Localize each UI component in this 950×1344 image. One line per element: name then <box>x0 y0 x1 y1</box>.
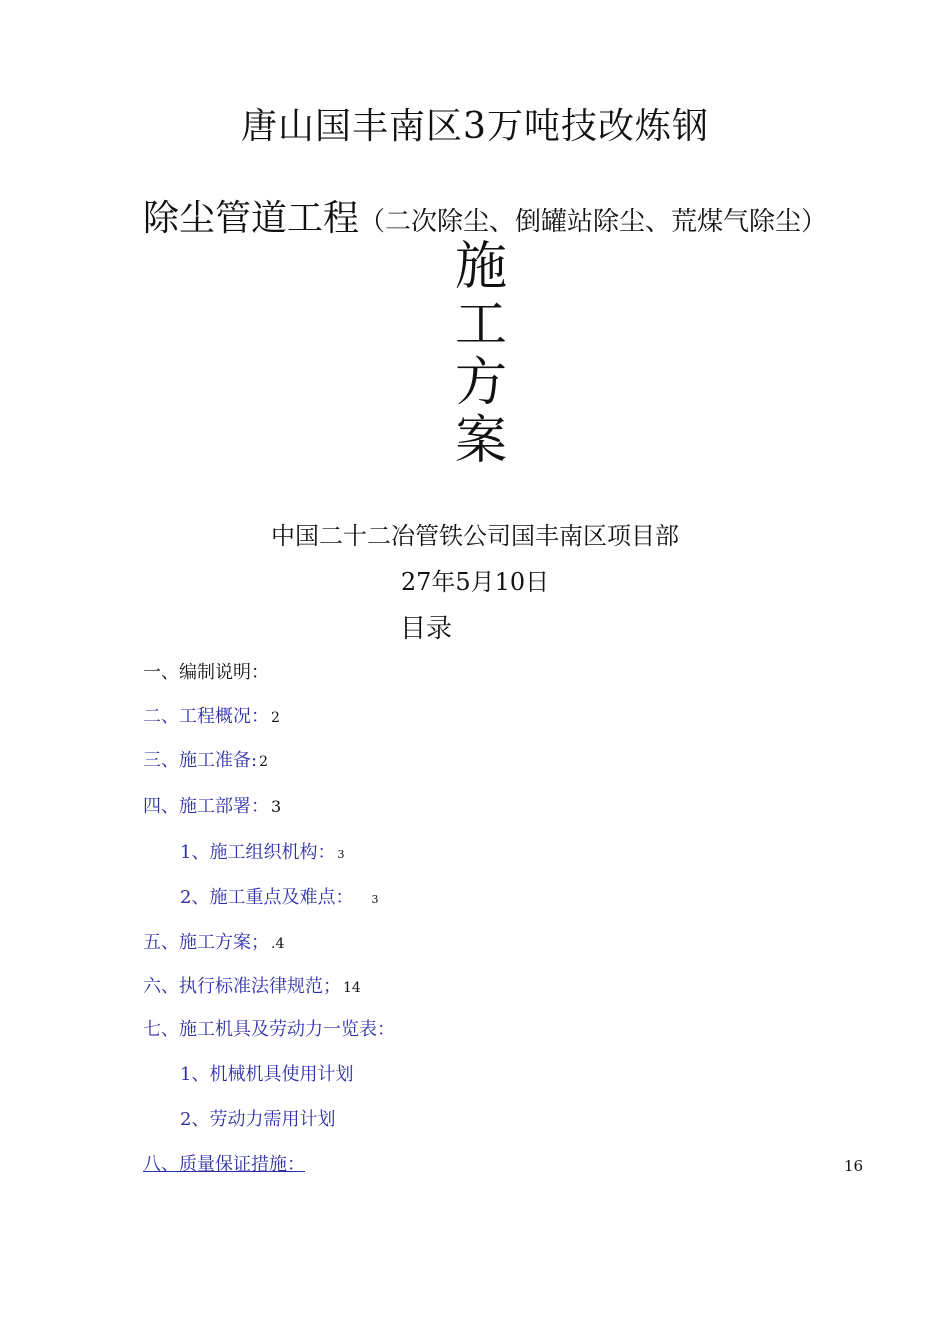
document-title-line-2 <box>143 190 827 241</box>
toc-item-page: 3 <box>371 893 379 906</box>
toc-item[interactable] <box>143 658 269 684</box>
toc-item-page: 2 <box>259 754 268 770</box>
toc-item[interactable] <box>180 883 378 909</box>
toc-item[interactable] <box>143 928 284 954</box>
title-main: 除尘管道工程 <box>143 198 360 239</box>
toc-item[interactable] <box>143 746 268 772</box>
title-subtitle: （二次除尘、倒罐站除尘、荒煤气除尘） <box>359 207 828 237</box>
toc-item-text: 六、执行标准法律规范； <box>143 976 341 997</box>
toc-item[interactable] <box>180 838 344 864</box>
toc-item-page: 3 <box>271 797 282 816</box>
toc-item[interactable] <box>143 972 361 998</box>
toc-item-text: 二、工程概况： <box>143 706 269 727</box>
toc-item-text: 五、施工方案； <box>143 932 269 953</box>
toc-item-text: 一、编制说明： <box>143 662 269 683</box>
page-number: 16 <box>844 1157 864 1175</box>
toc-item[interactable] <box>143 792 281 818</box>
toc-item-page: .4 <box>271 936 285 952</box>
toc-item[interactable] <box>180 1105 335 1131</box>
document-title-line-1: 唐山国丰南区3万吨技改炼钢 <box>241 106 709 147</box>
toc-item-text: 1、施工组织机构： <box>180 842 336 863</box>
vertical-title-char-1: 施 <box>455 237 508 297</box>
toc-item[interactable] <box>143 1015 395 1041</box>
toc-item[interactable] <box>180 1060 353 1086</box>
toc-item-page: 2 <box>271 710 280 726</box>
vertical-title-char-4: 案 <box>455 411 508 471</box>
toc-item-text: 2、施工重点及难点： <box>180 887 354 908</box>
toc-item-text: 四、施工部署： <box>143 796 269 817</box>
toc-item-link[interactable] <box>143 1150 305 1176</box>
vertical-title-char-3: 方 <box>455 353 508 413</box>
toc-heading: 目录 <box>400 614 453 644</box>
toc-item-text: 三、施工准备: <box>143 750 258 771</box>
toc-item-text: 七、施工机具及劳动力一览表： <box>143 1019 395 1040</box>
vertical-title-char-2: 工 <box>455 295 508 355</box>
toc-item-text: 2、劳动力需用计划 <box>180 1109 336 1130</box>
toc-item-text: 1、机械机具使用计划 <box>180 1064 354 1085</box>
toc-item[interactable] <box>143 702 280 728</box>
toc-item-page: 14 <box>343 980 361 996</box>
toc-item-page: 3 <box>337 848 345 861</box>
document-date: 27年5月10日 <box>400 568 550 596</box>
organization-name: 中国二十二冶管铁公司国丰南区项目部 <box>271 522 679 550</box>
toc-item-text: 八、质量保证措施： <box>143 1154 305 1175</box>
